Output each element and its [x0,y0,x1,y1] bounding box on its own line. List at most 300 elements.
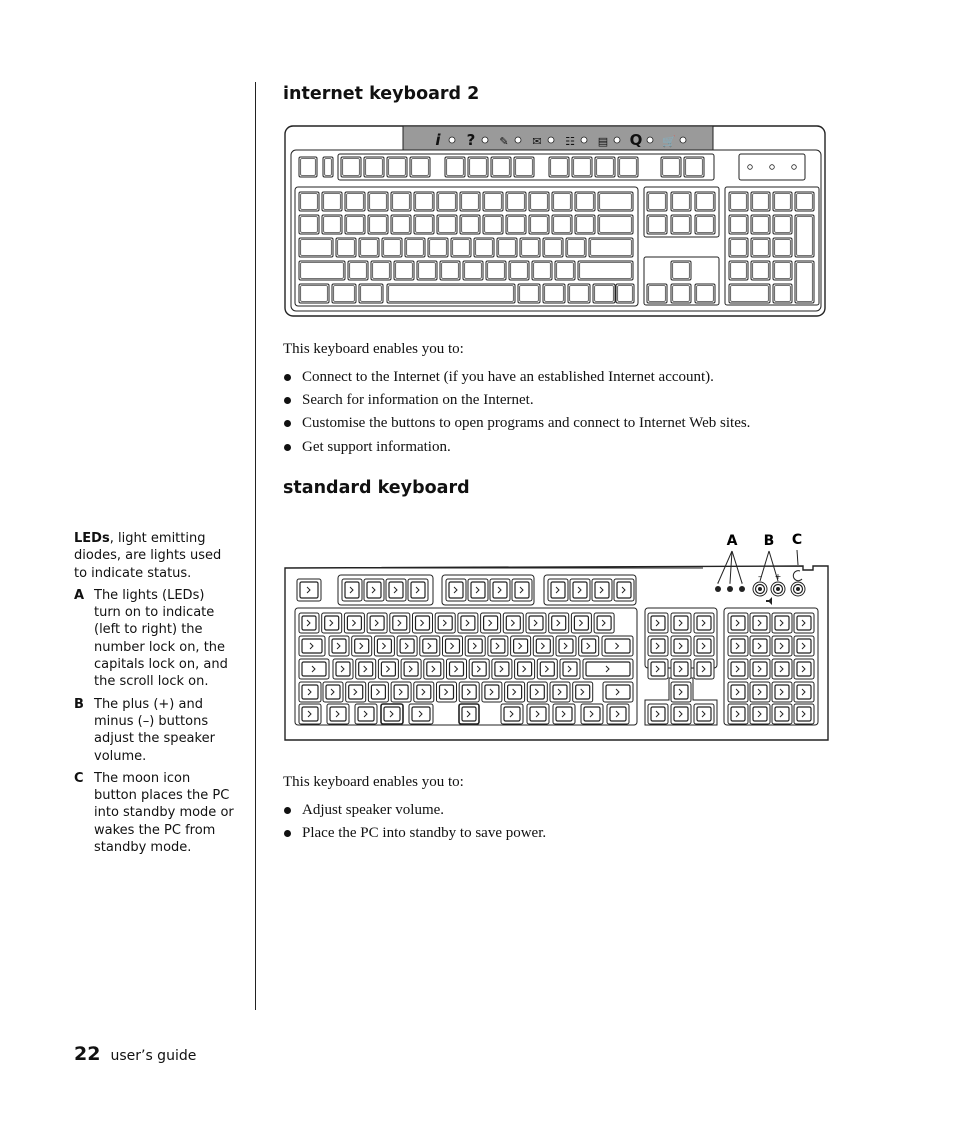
keyboard-key [459,682,479,702]
keyboard-key [694,659,714,679]
list-item: Get support information. [283,439,750,462]
internet-keyboard-heading: internet keyboard 2 [283,84,480,104]
key-outline [382,238,402,257]
key-outline [616,284,634,303]
internet-button-indicator [647,137,653,143]
key-outline [647,215,667,234]
keyboard-key [482,682,502,702]
key-outline [575,192,595,211]
keyboard-key [772,659,792,679]
keyboard-key [729,192,748,211]
keyboard-key [773,261,792,280]
internet-button-indicator [515,137,521,143]
keyboard-key [359,238,379,257]
page-number: 22 [74,1043,101,1065]
keyboard-key [598,192,633,211]
keyboard-key [550,682,570,702]
callout-c-label: C [791,532,803,548]
keyboard-key [474,238,494,257]
keyboard-key [435,613,455,633]
keyboard-key [593,284,615,303]
keyboard-key [772,636,792,656]
keyboard-key [581,704,603,724]
sidebar-item-c: C The moon icon button places the PC into standby mode or wakes the PC from standby mode. [74,770,234,856]
internet-button-icon: Q [629,131,643,149]
key-outline [299,157,317,177]
keyboard-key [390,613,410,633]
keyboard-key [378,659,398,679]
keyboard-key [750,636,770,656]
keyboard-key [543,238,563,257]
keyboard-key [751,192,770,211]
internet-button-icon: ▤ [597,135,609,148]
keyboard-key [794,659,814,679]
key-outline [368,192,388,211]
keyboard-key [367,613,387,633]
key-outline [336,238,356,257]
keyboard-key [329,636,349,656]
keyboard-key [560,659,580,679]
keyboard-key [460,192,480,211]
list-item: Adjust speaker volume. [283,802,546,825]
key-outline [751,215,770,234]
bullet-icon [284,830,291,837]
bullet-icon [284,444,291,451]
leds-sidebar-note [74,530,234,861]
list-item: Place the PC into standby to save power. [283,825,546,848]
keyboard-key [575,215,595,234]
keyboard-key [548,579,568,601]
keyboard-key [299,157,317,177]
keyboard-key [529,192,549,211]
key-outline [414,192,434,211]
keyboard-key [465,636,485,656]
key-outline [348,261,368,280]
key-outline [387,157,407,177]
key-outline [773,238,792,257]
keyboard-key [671,704,691,724]
key-outline [440,261,460,280]
led-indicator [748,165,753,170]
keyboard-key [520,238,540,257]
key-outline [729,238,748,257]
key-outline [391,192,411,211]
internet-button-icon: ? [466,131,476,149]
keyboard-key [299,238,333,257]
key-outline [568,284,590,303]
keyboard-key [299,261,345,280]
keyboard-key [607,704,629,724]
keyboard-key [405,238,425,257]
keyboard-key [794,704,814,724]
keyboard-key [428,238,448,257]
key-outline [543,238,563,257]
keyboard-key [371,261,391,280]
keyboard-key [323,682,343,702]
keyboard-key [394,261,414,280]
keyboard-key [795,192,814,211]
keyboard-key [391,682,411,702]
keyboard-key [648,636,668,656]
keyboard-key [443,636,463,656]
keyboard-key [589,238,633,257]
keyboard-key [332,284,356,303]
standard-keyboard-heading: standard keyboard [283,478,470,498]
keyboard-key [694,704,714,724]
keyboard-key [661,157,681,177]
keyboard-key [509,261,529,280]
keyboard-key [751,238,770,257]
led-indicator [792,165,797,170]
key-outline [483,215,503,234]
key-outline [405,238,425,257]
keyboard-key [414,215,434,234]
keyboard-key [647,192,667,211]
key-outline [518,284,540,303]
keyboard-key [592,579,612,601]
key-outline [729,261,748,280]
keyboard-key [795,261,814,303]
keyboard-key [506,192,526,211]
key-outline [566,238,586,257]
keyboard-key [598,215,633,234]
keyboard-key [648,704,668,724]
keyboard-key [299,659,329,679]
bullet-icon [284,807,291,814]
list-item: Customise the buttons to open programs and connect to Internet Web sites. [283,415,750,438]
keyboard-key [729,215,748,234]
keyboard-key [751,261,770,280]
keyboard-key [532,261,552,280]
key-outline [451,238,471,257]
keyboard-key [647,284,667,303]
keyboard-key [671,192,691,211]
key-outline [414,215,434,234]
key-outline [598,215,633,234]
standard-keyboard-intro: This keyboard enables you to: [283,774,464,790]
keyboard-key [463,261,483,280]
keyboard-key [795,215,814,257]
list-item: Search for information on the Internet. [283,392,750,415]
key-outline [514,157,534,177]
keyboard-key [552,215,572,234]
keyboard-key [695,215,715,234]
keyboard-key [729,284,770,303]
key-outline [529,192,549,211]
key-outline [437,215,457,234]
internet-button-icon: i [435,131,441,149]
key-outline [359,238,379,257]
keyboard-key [575,192,595,211]
keyboard-key [391,192,411,211]
keyboard-key [387,157,407,177]
keyboard-key [348,261,368,280]
standard-keyboard-illustration [283,528,831,744]
keyboard-key [553,704,575,724]
bullet-icon [284,374,291,381]
keyboard-key [368,192,388,211]
keyboard-key [458,613,478,633]
internet-keyboard-illustration [283,124,829,320]
key-outline [695,192,715,211]
internet-button-indicator [449,137,455,143]
key-outline [598,192,633,211]
keyboard-key [518,284,540,303]
internet-button-indicator [482,137,488,143]
key-outline [345,215,365,234]
keyboard-key [751,215,770,234]
footer-label: user’s guide [110,1048,197,1064]
keyboard-key [729,261,748,280]
key-outline [364,157,384,177]
sleep-button [791,582,805,596]
keyboard-key [408,579,428,601]
keyboard-key [299,682,321,702]
keyboard-key [695,284,715,303]
keyboard-key [728,636,748,656]
keyboard-key [333,659,353,679]
button-center [758,587,762,591]
leds-term: LEDs [74,531,110,546]
keyboard-key [566,238,586,257]
keyboard-key [342,579,362,601]
keyboard-key [299,284,329,303]
key-outline [299,215,319,234]
key-outline [549,157,569,177]
key-outline [729,284,770,303]
keyboard-key [514,157,534,177]
keyboard-key [447,659,467,679]
keyboard-key [417,261,437,280]
keyboard-key [346,682,366,702]
key-outline [371,261,391,280]
key-outline [299,238,333,257]
volume-plus-button [771,582,785,596]
keyboard-key [555,261,575,280]
keyboard-key [729,238,748,257]
key-outline [486,261,506,280]
volume-plus-label: + [774,572,782,581]
key-outline [368,215,388,234]
keyboard-key [374,636,394,656]
internet-button-icon: ✎ [499,135,509,148]
key-outline [468,157,488,177]
keyboard-key [413,613,433,633]
keyboard-key [401,659,421,679]
keyboard-key [501,704,523,724]
keyboard-key [647,215,667,234]
bullet-icon [284,420,291,427]
keyboard-key [549,157,569,177]
status-led [715,586,721,592]
keyboard-key [486,261,506,280]
key-outline [751,261,770,280]
key-outline [751,238,770,257]
key-outline [695,215,715,234]
keyboard-key [527,704,549,724]
key-outline [555,261,575,280]
keyboard-key [414,192,434,211]
button-center [776,587,780,591]
keyboard-key [568,284,590,303]
key-outline [595,157,615,177]
keyboard-key [616,284,634,303]
key-outline [729,215,748,234]
keyboard-key [728,659,748,679]
internet-button-indicator [548,137,554,143]
keyboard-key [728,682,748,702]
sidebar-item-b: B The plus (+) and minus (–) buttons adjust the speaker volume. [74,696,215,764]
keyboard-key [356,659,376,679]
key-outline [497,238,517,257]
internet-button-icon: ☷ [565,135,575,148]
keyboard-key [299,192,319,211]
keyboard-key [614,579,634,601]
keyboard-key [750,659,770,679]
key-outline [589,238,633,257]
led-indicator [770,165,775,170]
keyboard-key [515,659,535,679]
key-outline [509,261,529,280]
key-outline [483,192,503,211]
keyboard-key [437,682,457,702]
key-outline [529,215,549,234]
keyboard-key [322,613,342,633]
key-outline [460,215,480,234]
keyboard-key [671,215,691,234]
keyboard-key [750,682,770,702]
key-outline [773,215,792,234]
keyboard-key [460,215,480,234]
keyboard-key [728,613,748,633]
keyboard-key [570,579,590,601]
key-outline [322,192,342,211]
key-outline [410,157,430,177]
keyboard-key [497,238,517,257]
keyboard-key [323,157,333,177]
keyboard-key [299,704,321,724]
key-outline [795,261,814,303]
keyboard-key [794,636,814,656]
keyboard-key [772,613,792,633]
key-outline [532,261,552,280]
key-outline [575,215,595,234]
internet-button-indicator [581,137,587,143]
keyboard-key [483,192,503,211]
keyboard-key [336,238,356,257]
keyboard-key [750,704,770,724]
keyboard-key [671,636,691,656]
key-outline [299,261,345,280]
leds-definition: LEDs, light emitting diodes, are lights used to indicate status. [74,531,222,581]
key-outline [795,192,814,211]
callout-b-label: B [763,533,775,549]
keyboard-key [511,636,531,656]
volume-minus-label: – [758,572,762,581]
keyboard-key [595,157,615,177]
keyboard-key [297,579,321,601]
keyboard-key [468,157,488,177]
keyboard-key [368,215,388,234]
keyboard-key [573,682,593,702]
keyboard-key [391,215,411,234]
keyboard-key [409,704,433,724]
keyboard-key [594,613,614,633]
keyboard-key [695,192,715,211]
keyboard-key [345,215,365,234]
keyboard-key [483,215,503,234]
key-outline [463,261,483,280]
keyboard-key [359,284,383,303]
keyboard-key [327,704,349,724]
keyboard-key [671,284,691,303]
key-outline [437,192,457,211]
keyboard-key [794,613,814,633]
key-outline [552,192,572,211]
key-outline [543,284,565,303]
keyboard-key [552,192,572,211]
key-outline [773,261,792,280]
keyboard-key [364,157,384,177]
key-outline [332,284,356,303]
internet-button-icon: ✉ [532,135,542,148]
bullet-icon [284,397,291,404]
key-outline [618,157,638,177]
page-footer [74,1043,196,1065]
keyboard-key [437,215,457,234]
status-led [727,586,733,592]
keyboard-key [772,704,792,724]
keyboard-key [451,238,471,257]
keyboard-key [549,613,569,633]
key-outline [593,284,615,303]
keyboard-key [344,613,364,633]
keyboard-key [414,682,434,702]
key-outline [684,157,704,177]
keyboard-key [537,659,557,679]
key-outline [647,192,667,211]
key-outline [391,215,411,234]
keyboard-key [506,215,526,234]
keyboard-key [728,704,748,724]
keyboard-key [579,636,599,656]
keyboard-key [671,682,691,702]
keyboard-key [648,613,668,633]
keyboard-key [387,284,515,303]
keyboard-key [694,613,714,633]
keyboard-key [503,613,523,633]
key-outline [773,192,792,211]
keyboard-key [527,682,547,702]
keyboard-key [481,613,501,633]
keyboard-key [684,157,704,177]
key-outline [359,284,383,303]
internet-button-icon: 🛒 [662,135,676,148]
keyboard-key [410,157,430,177]
keyboard-key [397,636,417,656]
internet-keyboard-bullets [283,369,750,462]
callout-a-label: A [726,533,738,549]
keyboard-key [469,659,489,679]
key-outline [460,192,480,211]
keyboard-key [424,659,444,679]
keyboard-key [341,157,361,177]
key-outline [299,284,329,303]
key-outline [394,261,414,280]
standard-keyboard-bullets [283,802,546,848]
key-outline [387,284,515,303]
keyboard-key [543,284,565,303]
